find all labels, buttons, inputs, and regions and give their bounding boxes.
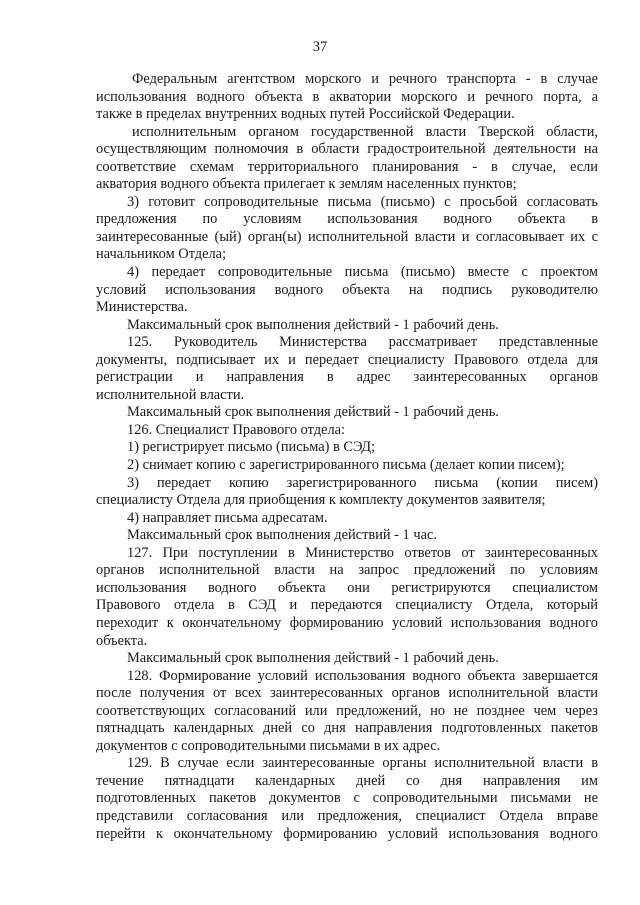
text-line: 129. В случае если заинтересованные органы исполнительной власти в (127, 755, 598, 772)
text-line: документы, подписывает их и передает специалисту Правового отдела для (96, 351, 598, 368)
text-line: предложения по условиям использования водного объекта в (96, 211, 598, 228)
text-line: Министерства. (96, 299, 188, 316)
text-line: Максимальный срок выполнения действий - 1 рабочий день. (127, 316, 499, 333)
text-line: заинтересованные (ый) орган(ы) исполнительной власти и согласовывает их с (96, 228, 598, 245)
text-line: регистрации и направления в адрес заинтересованных органов (96, 369, 598, 386)
text-line: 3) готовит сопроводительные письма (письмо) с просьбой согласовать (127, 193, 598, 210)
text-line: после получения от всех заинтересованных органов исполнительной власти (96, 685, 598, 702)
text-line: 3) передает копию зарегистрированного письма (копии писем) (127, 474, 598, 491)
text-line: Максимальный срок выполнения действий - 1 рабочий день. (127, 404, 499, 421)
page-number: 37 (312, 39, 328, 55)
text-line: исполнительной власти. (96, 386, 245, 403)
text-line: использования водного объекта в акватории морского и речного порта, а (96, 88, 598, 105)
text-line: специалисту Отдела для приобщения к комплекту документов заявителя; (96, 492, 546, 509)
text-line: соответствующих согласований или предложений, но не позднее чем через (96, 702, 598, 719)
text-line: Максимальный срок выполнения действий - 1 рабочий день. (127, 650, 499, 667)
text-line: Максимальный срок выполнения действий - 1 час. (127, 527, 437, 544)
text-line: Правового отдела в СЭД и передаются специалисту Отдела, который (96, 597, 598, 614)
text-line: исполнительным органом государственной власти Тверской области, (132, 123, 598, 140)
text-line: 128. Формирование условий использования водного объекта завершается (127, 667, 598, 684)
text-line: 4) передает сопроводительные письма (письмо) вместе с проектом (127, 264, 598, 281)
text-line: течение пятнадцати календарных дней со дня направления им (96, 772, 598, 789)
text-line: органов исполнительной власти на запрос предложений по условиям (96, 562, 598, 579)
text-line: представили согласования или предложения, специалист Отдела вправе (96, 807, 598, 824)
text-line: также в пределах внутренних водных путей Российской Федерации. (96, 106, 515, 123)
text-line: начальником Отдела; (96, 246, 227, 263)
text-line: 126. Специалист Правового отдела: (127, 421, 346, 438)
text-line: подготовленных пакетов документов с сопроводительными письмами не (96, 790, 598, 807)
text-line: использования водного объекта они регистрируются специалистом (96, 579, 598, 596)
text-line: акватория водного объекта прилегает к землям населенных пунктов; (96, 176, 517, 193)
text-line: перейти к окончательному формированию условий использования водного (96, 825, 598, 842)
text-line: 4) направляет письма адресатам. (127, 509, 328, 526)
text-line: условий использования водного объекта на подпись руководителю (96, 281, 598, 298)
text-line: объекта. (96, 632, 148, 649)
text-line: осуществляющим полномочия в области градостроительной деятельности на (96, 141, 598, 158)
text-line: переходит к окончательному формированию условий использования водного (96, 614, 598, 631)
text-line: соответствие схемам территориального планирования - в случае, если (96, 158, 598, 175)
text-line: пятнадцать календарных дней со дня направления подготовленных пакетов (96, 720, 598, 737)
text-line: документов с сопроводительными письмами в их адрес. (96, 737, 441, 754)
text-line: Федеральным агентством морского и речного транспорта - в случае (132, 71, 598, 87)
text-line: 127. При поступлении в Министерство ответов от заинтересованных (127, 544, 598, 561)
text-line: 1) регистрирует письмо (письма) в СЭД; (127, 439, 376, 456)
body-text (96, 71, 598, 843)
text-line: 2) снимает копию с зарегистрированного письма (делает копии писем); (127, 457, 565, 474)
text-line: 125. Руководитель Министерства рассматривает представленные (127, 334, 598, 351)
